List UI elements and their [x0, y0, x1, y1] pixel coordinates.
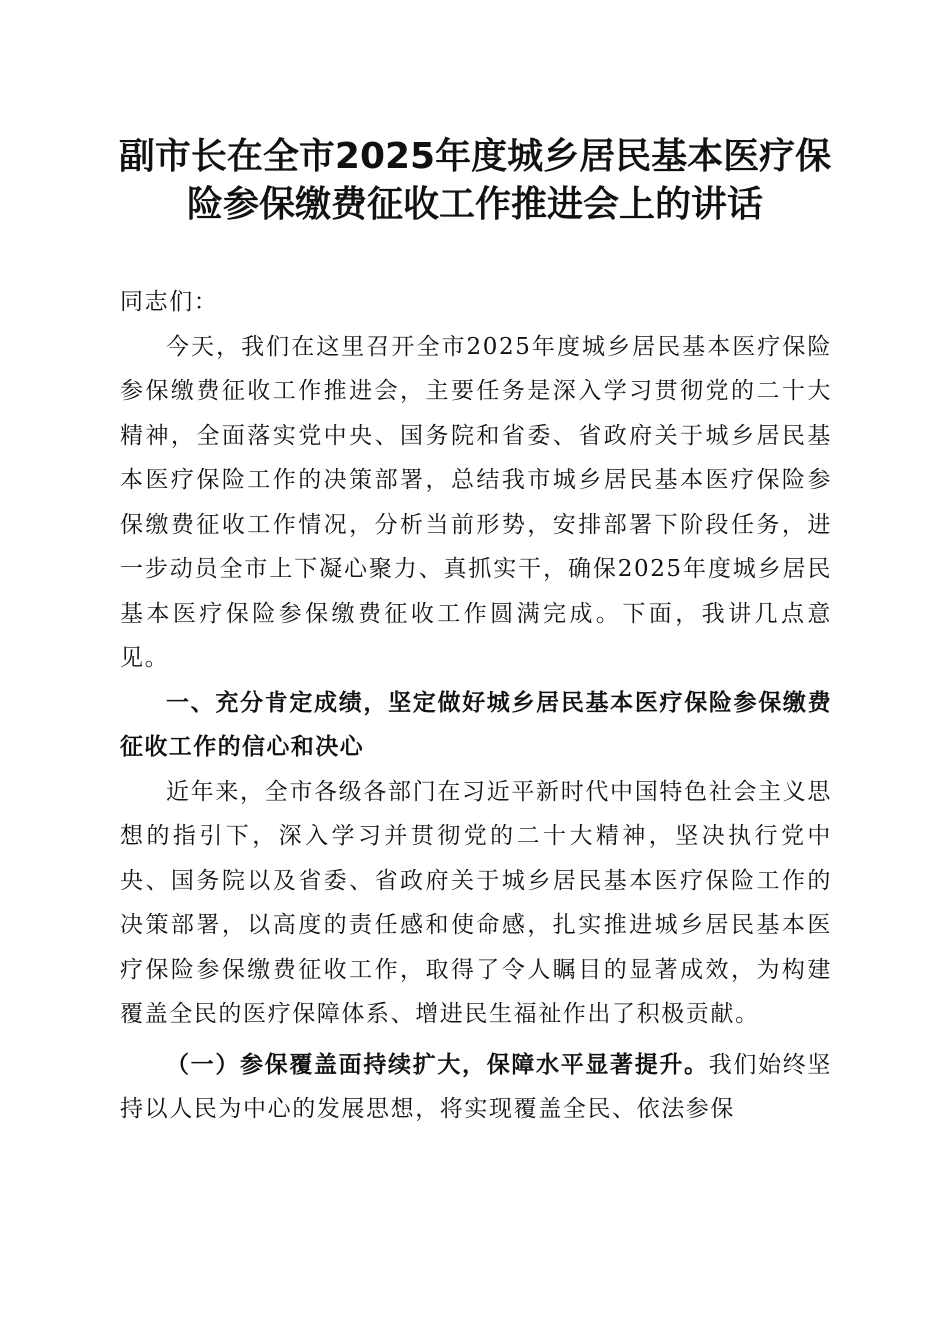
document-body: [120, 280, 832, 1132]
document-title: [100, 133, 850, 229]
subsection-1-paragraph: [120, 1043, 832, 1132]
title-line-1: 副市长在全市2025年度城乡居民基本医疗保: [118, 136, 832, 177]
section-1-heading: 一、充分肯定成绩，坚定做好城乡居民基本医疗保险参保缴费征收工作的信心和决心: [120, 689, 832, 760]
subsection-1-heading: （一）参保覆盖面持续扩大，保障水平显著提升。: [166, 1050, 709, 1078]
title-line-2: 险参保缴费征收工作推进会上的讲话: [186, 184, 763, 225]
section-1-paragraph: 近年来，全市各级各部门在习近平新时代中国特色社会主义思想的指引下，深入学习并贯彻党的二十大精神，坚决执行党中央、国务院以及省委、省政府关于城乡居民基本医疗保险工作的决策部署，以高度的责任感和使命感，扎实推进城乡居民基本医疗保险参保缴费征收工作，取得了令人瞩目的显著成效，为构建覆盖全民的医疗保障体系、增进民生福祉作出了积极贡献。: [120, 778, 832, 1027]
salutation: 同志们：: [120, 289, 219, 315]
intro-paragraph: 今天，我们在这里召开全市2025年度城乡居民基本医疗保险参保缴费征收工作推进会，主要任务是深入学习贯彻党的二十大精神，全面落实党中央、国务院和省委、省政府关于城乡居民基本医疗保险工作的决策部署，总结我市城乡居民基本医疗保险参保缴费征收工作情况，分析当前形势，安排部署下阶段任务，进一步动员全市上下凝心聚力、真抓实干，确保2025年度城乡居民基本医疗保险参保缴费征收工作圆满完成。下面，我讲几点意见。: [120, 333, 832, 671]
subsection-1-text: 我们始终坚持以人民为中心的发展思想，将实现覆盖全民、依法参保: [120, 1051, 833, 1122]
